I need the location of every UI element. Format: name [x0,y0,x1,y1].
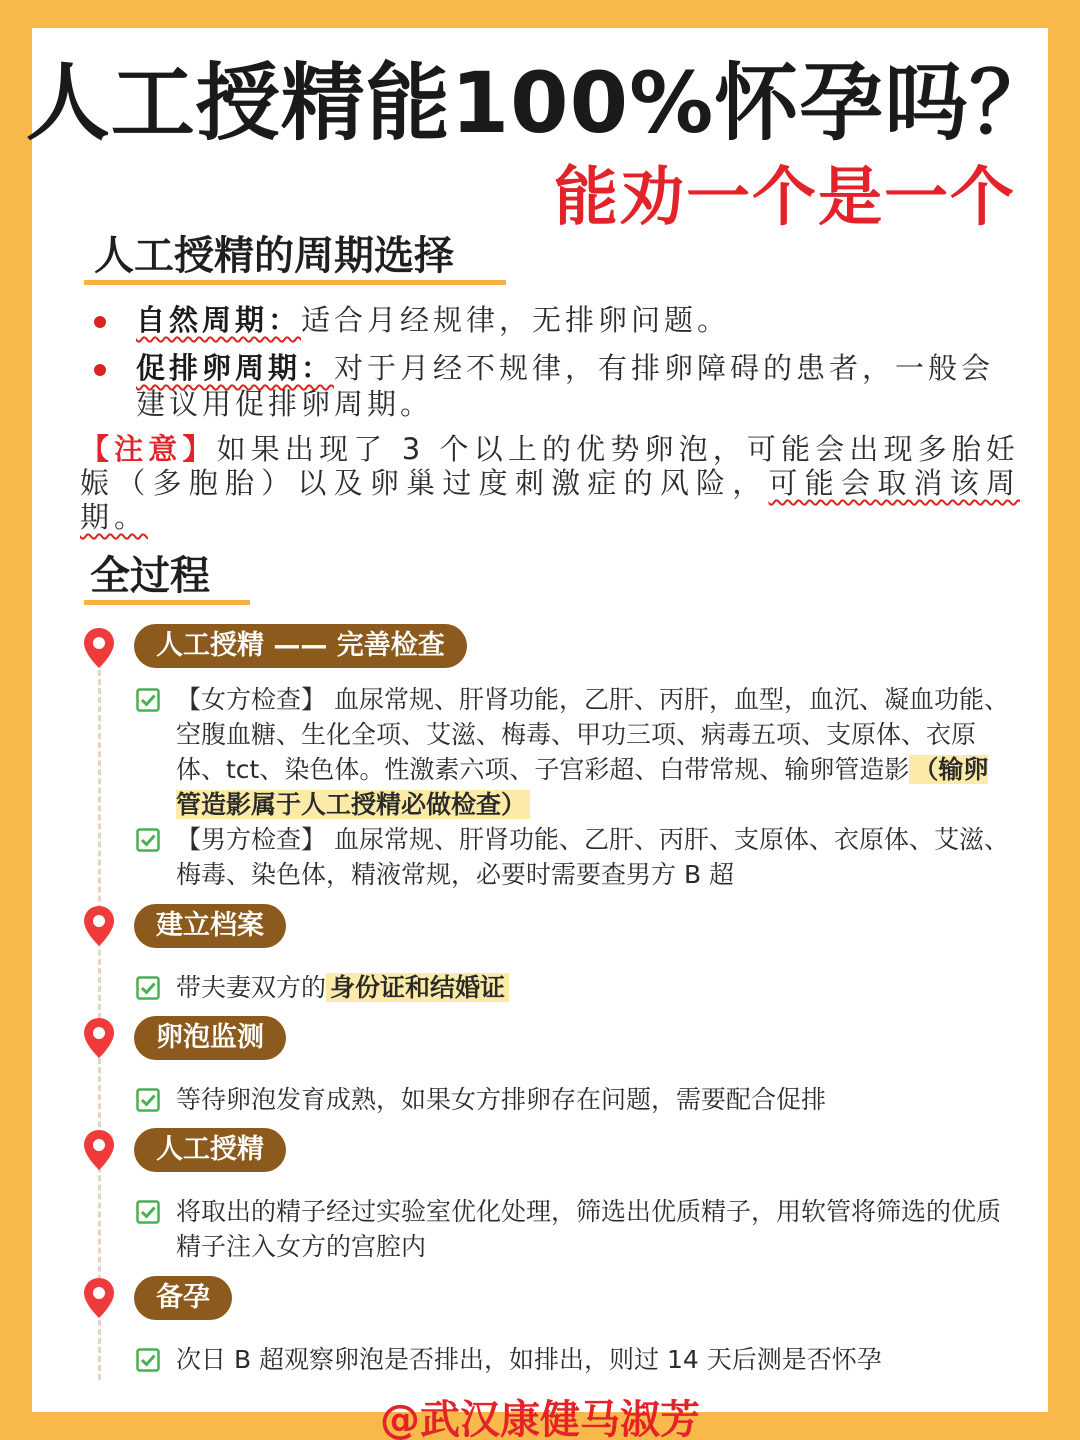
step-pill-prepare: 备孕 [134,1276,232,1320]
location-pin-icon [82,626,116,670]
check-item-female-exams [136,682,1012,822]
section-title-cycle: 人工授精的周期选择 [94,233,454,279]
red-dot-icon [94,316,106,328]
check-item-ultrasound [136,1342,1012,1378]
step-pill-monitoring: 卵泡监测 [134,1016,286,1060]
checkbox-checked-icon [136,688,160,712]
location-pin-icon [82,904,116,948]
check-item-documents [136,970,1012,1006]
check-text: 将取出的精子经过实验室优化处理，筛选出优质精子，用软管将筛选的优质精子注入女方的宫腔内 [176,1197,1002,1261]
bullet-text: 对于月经不规律，有排卵障碍的患者，一般会建议用促排卵周期。 [136,351,995,421]
red-dot-icon [94,364,106,376]
bullet-natural-cycle [94,302,1014,342]
check-text: 【女方检查】 血尿常规、肝肾功能，乙肝、丙肝，血型，血沉、凝血功能、空腹血糖、生化全项、艾滋、梅毒、甲功三项、病毒五项、支原体、衣原体、tct、染色体。性激素六项、子宫彩超、白带常规、输卵管造影 [176,685,1009,784]
check-text: 【男方检查】 血尿常规、肝肾功能、乙肝、丙肝、支原体、衣原体、艾滋、梅毒、染色体，精液常规，必要时需要查男方 B 超 [176,825,1009,889]
bullet-label: 促排卵周期： [136,351,335,385]
section-title-process: 全过程 [90,553,210,599]
checkbox-checked-icon [136,1088,160,1112]
page-subtitle: 能劝一个是一个 [554,161,1016,235]
bullet-stimulated-cycle [94,350,1014,422]
check-text: 次日 B 超观察卵泡是否排出，如排出，则过 14 天后测是否怀孕 [176,1345,882,1374]
step-pill-records: 建立档案 [134,904,286,948]
checkbox-checked-icon [136,976,160,1000]
page-title: 人工授精能100%怀孕吗？ [25,54,1055,152]
location-pin-icon [82,1128,116,1172]
step-pill-insemination: 人工授精 [134,1128,286,1172]
checkbox-checked-icon [136,828,160,852]
location-pin-icon [82,1276,116,1320]
section-underline [84,280,506,285]
check-highlight: 身份证和结婚证 [326,973,509,1002]
check-text: 等待卵泡发育成熟，如果女方排卵存在问题，需要配合促排 [176,1085,827,1114]
step-pill-exams: 人工授精 —— 完善检查 [134,624,467,668]
check-text: 带夫妻双方的 [176,973,327,1002]
check-item-follicle [136,1082,1012,1118]
note-paragraph [80,432,1020,534]
check-highlight: （输卵管造影属于人工授精必做检查） [176,755,989,819]
location-pin-icon [82,1016,116,1060]
note-underlined: 可能会取消该周期。 [80,466,1020,534]
bullet-label: 自然周期： [136,303,302,337]
note-tag: 【注意】 [80,432,217,466]
section-underline [84,600,250,605]
author-watermark: @武汉康健马淑芳 [380,1397,700,1440]
checkbox-checked-icon [136,1348,160,1372]
check-item-male-exams [136,822,1012,892]
note-text: 如果出现了 3 个以上的优势卵泡，可能会出现多胎妊娠（多胞胎）以及卵巢过度刺激症的风险， [80,432,1020,500]
check-item-sperm [136,1194,1012,1264]
bullet-text: 适合月经规律，无排卵问题。 [301,303,731,337]
checkbox-checked-icon [136,1200,160,1224]
